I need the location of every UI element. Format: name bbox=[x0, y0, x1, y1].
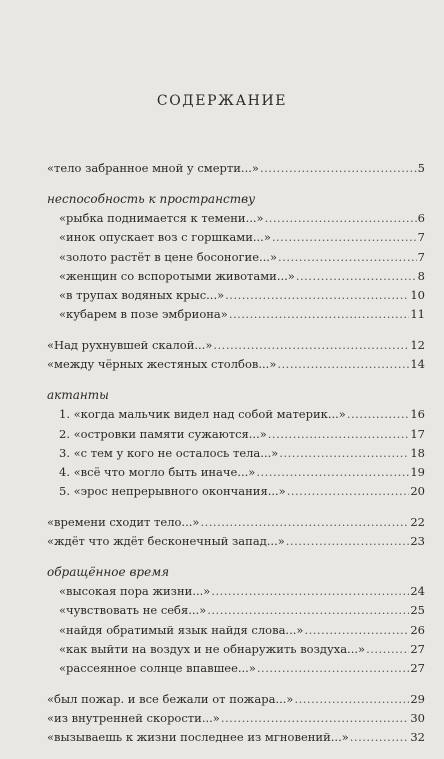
entry-title: «кубарем в позе эмбриона» bbox=[59, 307, 228, 322]
dot-leader bbox=[350, 728, 410, 747]
toc-entry[interactable] bbox=[47, 267, 425, 286]
page-number: 30 bbox=[410, 710, 425, 725]
toc-section bbox=[47, 690, 425, 748]
entry-title: «ждёт что ждёт бесконечный запад...» bbox=[47, 534, 285, 549]
toc-section bbox=[47, 190, 425, 325]
page-number: 32 bbox=[410, 730, 425, 745]
toc-entry[interactable] bbox=[47, 228, 425, 247]
toc-entry[interactable] bbox=[47, 209, 425, 228]
dot-leader bbox=[272, 228, 417, 247]
dot-leader bbox=[347, 405, 410, 424]
page-number: 18 bbox=[410, 445, 425, 460]
page-number: 29 bbox=[410, 691, 425, 706]
entry-title: 5. «эрос непрерывного окончания...» bbox=[59, 484, 286, 499]
toc-entry[interactable] bbox=[47, 463, 425, 482]
dot-leader bbox=[225, 286, 409, 305]
dot-leader bbox=[257, 659, 409, 678]
section-title: актанты bbox=[47, 387, 109, 402]
page-number: 8 bbox=[417, 268, 425, 283]
page-number: 26 bbox=[410, 622, 425, 637]
toc-entry[interactable] bbox=[47, 305, 425, 324]
dot-leader bbox=[294, 690, 409, 709]
toc-entry[interactable] bbox=[47, 582, 425, 601]
dot-leader bbox=[279, 444, 409, 463]
entry-title: «между чёрных жестяных столбов...» bbox=[47, 357, 277, 372]
dot-leader bbox=[207, 601, 409, 620]
dot-leader bbox=[304, 621, 409, 640]
page-number: 19 bbox=[410, 464, 425, 479]
page-number: 27 bbox=[410, 661, 425, 676]
page-number: 22 bbox=[410, 514, 425, 529]
entry-title: «инок опускает воз с горшками...» bbox=[59, 230, 271, 245]
dot-leader bbox=[287, 482, 410, 501]
dot-leader bbox=[229, 305, 410, 324]
toc-entry[interactable] bbox=[47, 621, 425, 640]
entry-title: «вызываешь к жизни последнее из мгновений...» bbox=[47, 730, 349, 745]
entry-title: «из внутренней скорости...» bbox=[47, 710, 220, 725]
entry-title: «как выйти на воздух и не обнаружить воздуха...» bbox=[59, 641, 366, 656]
dot-leader bbox=[278, 248, 417, 267]
dot-leader bbox=[277, 355, 409, 374]
dot-leader bbox=[211, 582, 409, 601]
toc-entry[interactable] bbox=[47, 659, 425, 678]
dot-leader bbox=[286, 532, 410, 551]
toc-entry[interactable] bbox=[47, 248, 425, 267]
toc-section bbox=[47, 513, 425, 551]
entry-title: «найдя обратимый язык найдя слова...» bbox=[59, 622, 304, 637]
entry-title: 4. «всё что могло быть иначе...» bbox=[59, 464, 256, 479]
entry-title: 3. «с тем у кого не осталось тела...» bbox=[59, 445, 279, 460]
dot-leader bbox=[366, 640, 409, 659]
page-number: 7 bbox=[417, 249, 425, 264]
entry-title: «в трупах водяных крыс...» bbox=[59, 288, 225, 303]
page-number: 14 bbox=[410, 357, 425, 372]
entry-title: «рассеянное солнце впавшее...» bbox=[59, 661, 256, 676]
page-number: 20 bbox=[410, 484, 425, 499]
entry-title: «тело забранное мной у смерти...» bbox=[47, 161, 259, 175]
page-number: 25 bbox=[410, 603, 425, 618]
toc-entry[interactable] bbox=[47, 728, 425, 747]
section-title: неспособность к пространству bbox=[47, 191, 256, 206]
entry-title: «высокая пора жизни...» bbox=[59, 584, 211, 599]
contents-heading: СОДЕРЖАНИЕ bbox=[156, 93, 288, 109]
page-number: 12 bbox=[410, 337, 425, 352]
entry-title: «женщин со вспоротыми животами...» bbox=[59, 268, 295, 283]
entry-title: «золото растёт в цене босоногие...» bbox=[59, 249, 278, 264]
toc-entry[interactable] bbox=[47, 405, 425, 424]
toc-section bbox=[47, 563, 425, 679]
dot-leader bbox=[221, 709, 410, 728]
entry-title: «был пожар. и все бежали от пожара...» bbox=[47, 691, 294, 706]
page-number: 27 bbox=[410, 641, 425, 656]
page-number: 16 bbox=[410, 407, 425, 422]
page-number: 11 bbox=[410, 307, 425, 322]
toc-section bbox=[47, 336, 425, 374]
page-number: 10 bbox=[410, 288, 425, 303]
dot-leader bbox=[296, 267, 417, 286]
table-of-contents bbox=[47, 159, 425, 759]
toc-entry[interactable] bbox=[47, 444, 425, 463]
toc-section bbox=[47, 159, 425, 178]
toc-entry[interactable] bbox=[47, 159, 425, 178]
toc-entry[interactable] bbox=[47, 355, 425, 374]
entry-title: «чувствовать не себя...» bbox=[59, 603, 207, 618]
dot-leader bbox=[213, 336, 409, 355]
entry-title: «времени сходит тело...» bbox=[47, 514, 200, 529]
dot-leader bbox=[256, 463, 409, 482]
section-title: обращённое время bbox=[47, 564, 170, 579]
toc-entry[interactable] bbox=[47, 482, 425, 501]
page-number: 23 bbox=[410, 534, 425, 549]
page-number: 17 bbox=[410, 426, 425, 441]
entry-title: 2. «островки памяти сужаются...» bbox=[59, 426, 267, 441]
entry-title: «Над рухнувшей скалой...» bbox=[47, 337, 213, 352]
entry-title: «рыбка поднимается к темени...» bbox=[59, 211, 264, 226]
toc-entry[interactable] bbox=[47, 336, 425, 355]
toc-entry[interactable] bbox=[47, 513, 425, 532]
toc-entry[interactable] bbox=[47, 690, 425, 709]
dot-leader bbox=[260, 159, 417, 178]
toc-entry[interactable] bbox=[47, 425, 425, 444]
toc-entry[interactable] bbox=[47, 532, 425, 551]
page-number: 7 bbox=[417, 230, 425, 245]
toc-entry[interactable] bbox=[47, 286, 425, 305]
toc-section bbox=[47, 386, 425, 502]
page-number: 6 bbox=[417, 211, 425, 226]
page-number: 24 bbox=[410, 584, 425, 599]
dot-leader bbox=[268, 425, 410, 444]
dot-leader bbox=[200, 513, 409, 532]
toc-entry[interactable] bbox=[47, 709, 425, 728]
entry-title: 1. «когда мальчик видел над собой материк...» bbox=[59, 407, 346, 422]
page-number: 5 bbox=[417, 161, 425, 175]
toc-entry[interactable] bbox=[47, 601, 425, 620]
toc-entry[interactable] bbox=[47, 640, 425, 659]
dot-leader bbox=[265, 209, 417, 228]
